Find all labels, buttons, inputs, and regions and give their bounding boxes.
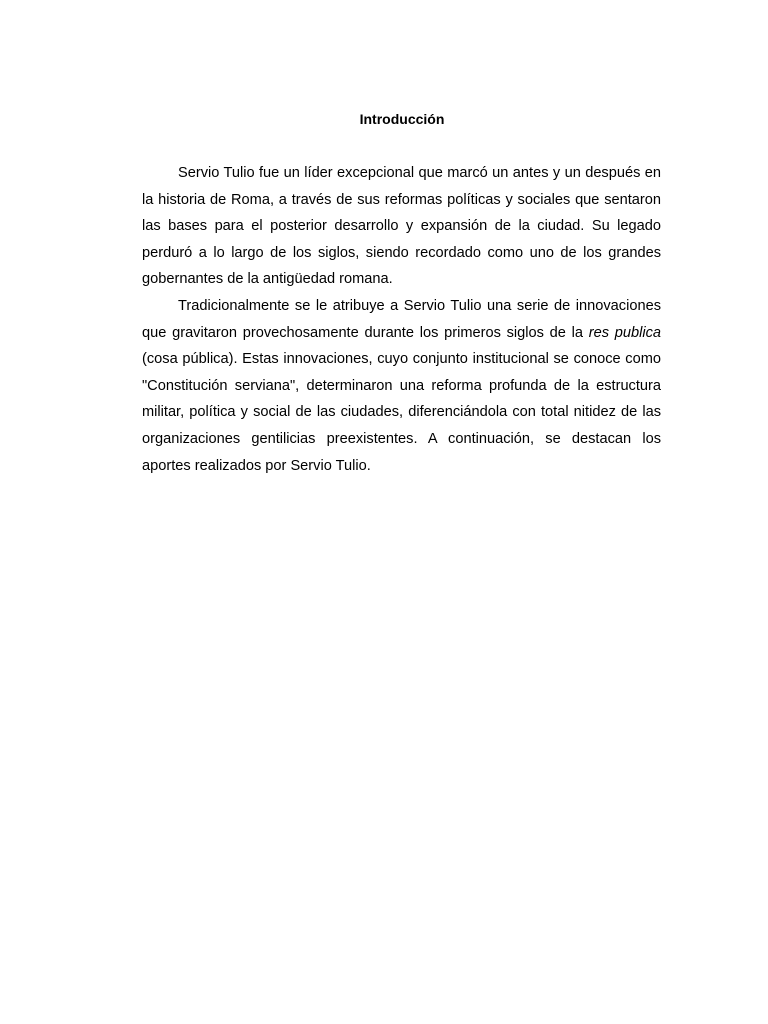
paragraph-2-part-2: (cosa pública). Estas innovaciones, cuyo conjunto institucional se conoce como "Constitución serviana", determinaron una reforma profunda de la estructura militar, política y social de las ciudades, diferenciándola con total nitidez de las organizaciones gentilicias preexistentes. A continuación, se destacan los aportes realizados por Servio Tulio. <box>142 351 661 474</box>
paragraph-2-part-1: Tradicionalmente se le atribuye a Servio Tulio una serie de innovaciones que gravitaron provechosamente durante los primeros siglos de la <box>142 297 661 341</box>
page-title: Introducción <box>359 111 445 127</box>
paragraph-1: Servio Tulio fue un líder excepcional que marcó un antes y un después en la historia de Roma, a través de sus reformas políticas y sociales que sentaron las bases para el posterior desarrollo y expansión de la ciudad. Su legado perduró a lo largo de los siglos, siendo recordado como uno de los grandes gobernantes de la antigüedad romana. <box>142 165 661 288</box>
paragraph-2-italic-term: res publica <box>588 324 661 341</box>
document-body <box>142 160 661 479</box>
paragraph-2 <box>142 293 661 479</box>
